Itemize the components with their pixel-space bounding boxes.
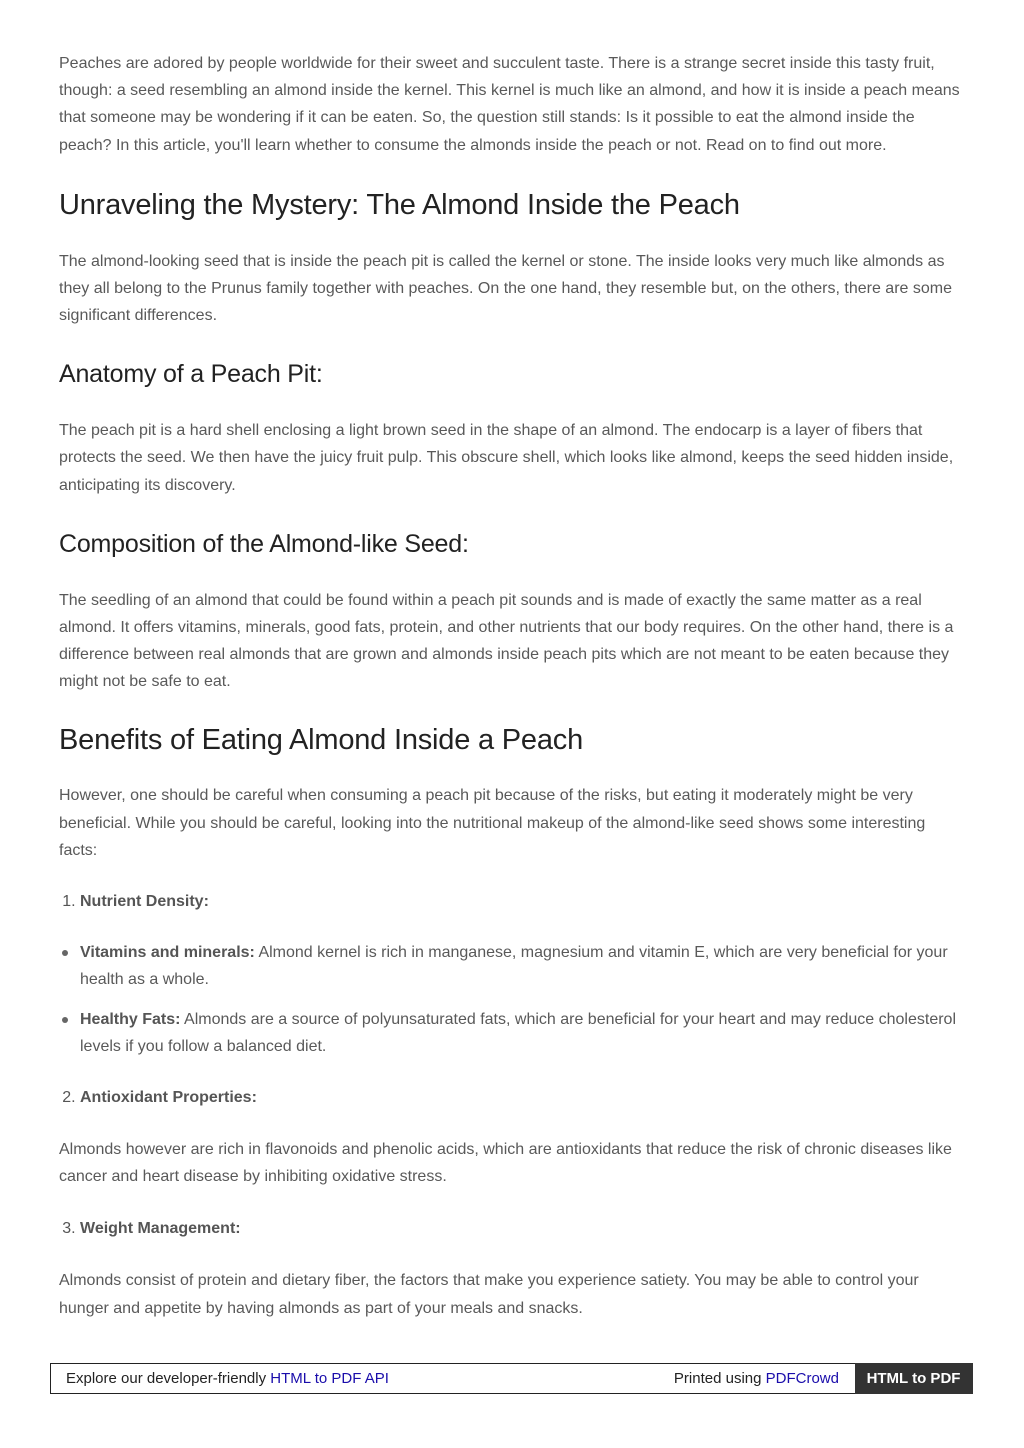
heading-composition: Composition of the Almond-like Seed: [59, 529, 469, 558]
list-item-antioxidant [80, 1084, 967, 1111]
footer-explore [66, 1370, 389, 1387]
paragraph-antioxidant: Almonds however are rich in flavonoids and phenolic acids, which are antioxidants that reduce the risk of chronic diseases like cancer and heart disease by inhibiting oxidative stress. [59, 1141, 952, 1186]
list-item-title: Weight Management: [80, 1220, 241, 1238]
numbered-list-nutrient [59, 888, 967, 915]
bullet-list-nutrients [59, 939, 967, 1060]
numbered-list-antioxidant [59, 1084, 967, 1111]
bullet-label: Healthy Fats: [80, 1011, 181, 1029]
footer-printed-text: Printed using [673, 1370, 766, 1387]
intro-paragraph: Peaches are adored by people worldwide for their sweet and succulent taste. There is a strange secret inside this tasty fruit, though: a seed resembling an almond inside the kernel. This kernel is much like an almond, and how it is inside a peach means that someone may be wondering if it can be eaten. So, the question still stands: Is it possible to eat the almond inside the peach? In this article, you'll learn whether to consume the almonds inside the peach or not. Read on to find out more. [59, 55, 960, 154]
bullet-item-fats [80, 1006, 967, 1060]
pdfcrowd-footer-banner [50, 1363, 972, 1394]
paragraph-benefits: However, one should be careful when consuming a peach pit because of the risks, but eating it moderately might be very beneficial. While you should be careful, looking into the nutritional makeup of the almond-like seed shows some interesting facts: [59, 787, 926, 859]
paragraph-anatomy: The peach pit is a hard shell enclosing a light brown seed in the shape of an almond. The endocarp is a layer of fibers that protects the seed. We then have the juicy fruit pulp. This obscure shell, which looks like almond, keeps the seed hidden inside, anticipating its discovery. [59, 422, 954, 494]
bullet-text: Almond kernel is rich in manganese, magnesium and vitamin E, which are very beneficial for your health as a whole. [80, 944, 948, 989]
heading-anatomy: Anatomy of a Peach Pit: [59, 360, 323, 389]
footer-explore-text: Explore our developer-friendly [66, 1370, 271, 1387]
heading-mystery: Unraveling the Mystery: The Almond Inside the Peach [59, 188, 740, 221]
list-item-title: Antioxidant Properties: [80, 1089, 257, 1107]
list-item-weight [80, 1215, 967, 1242]
html-to-pdf-api-link[interactable]: HTML to PDF API [270, 1370, 389, 1387]
paragraph-mystery: The almond-looking seed that is inside the peach pit is called the kernel or stone. The inside looks very much like almonds as they all belong to the Prunus family together with peaches. On the one hand, they resemble but, on the others, there are some significant differences. [59, 252, 952, 325]
bullet-label: Vitamins and minerals: [80, 944, 255, 962]
bullet-text: Almonds are a source of polyunsaturated fats, which are beneficial for your heart and may reduce cholesterol levels if you follow a balanced diet. [80, 1011, 957, 1056]
numbered-list-weight [59, 1215, 967, 1242]
list-item-nutrient-density [80, 888, 967, 915]
bullet-item-vitamins [80, 939, 967, 993]
pdfcrowd-link[interactable]: PDFCrowd [765, 1370, 839, 1387]
article-body [59, 50, 967, 1322]
footer-printed [674, 1370, 839, 1387]
heading-benefits: Benefits of Eating Almond Inside a Peach [59, 723, 584, 756]
paragraph-composition: The seedling of an almond that could be found within a peach pit sounds and is made of exactly the same matter as a real almond. It offers vitamins, minerals, good fats, protein, and other nutrients that our body requires. On the other hand, there is a difference between real almonds that are grown and almonds inside peach pits which are not meant to be eaten because they might not be safe to eat. [59, 591, 954, 691]
paragraph-weight: Almonds consist of protein and dietary fiber, the factors that make you experience satiety. You may be able to control your hunger and appetite by having almonds as part of your meals and snacks. [59, 1272, 919, 1317]
list-item-title: Nutrient Density: [80, 893, 209, 911]
html-to-pdf-badge[interactable]: HTML to PDF [855, 1363, 973, 1394]
